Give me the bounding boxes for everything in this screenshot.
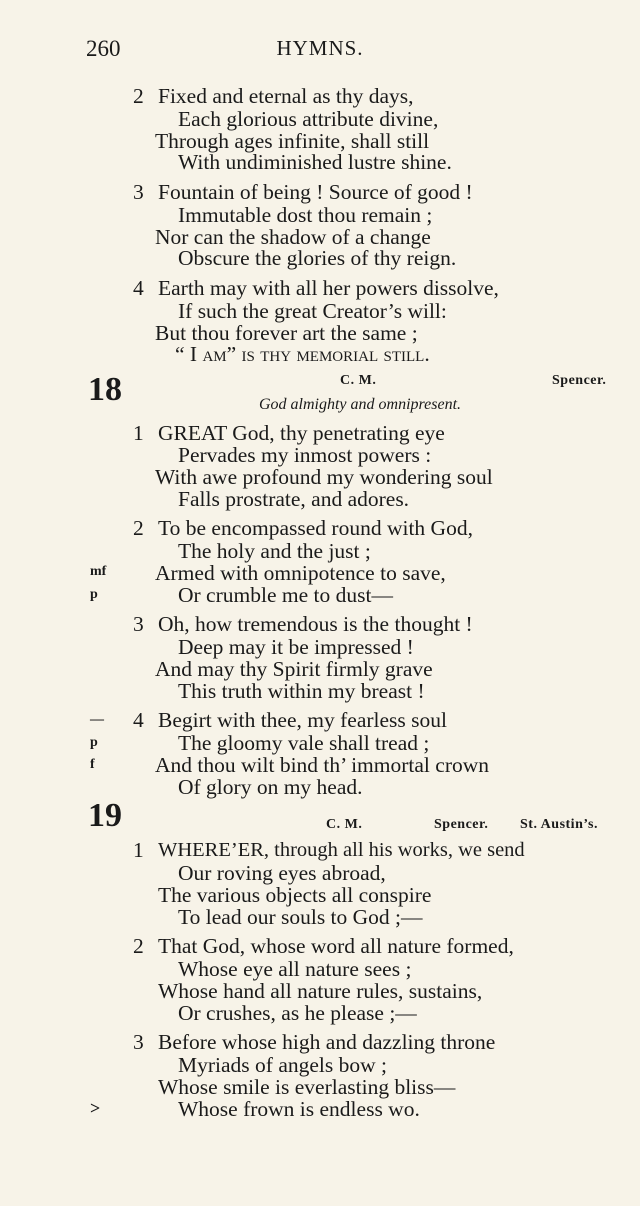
verse-line: The various objects all conspire (158, 883, 432, 907)
hymn-number: 18 (88, 371, 122, 408)
page-header (0, 36, 640, 66)
page-number: 260 (86, 36, 121, 61)
verse-line: With awe profound my wondering soul (155, 465, 493, 489)
verse-line: Falls prostrate, and adores. (178, 487, 410, 511)
verse-line: Or crumble me to dust— (178, 583, 393, 607)
verse-line: Whose eye all nature sees ; (178, 957, 412, 981)
dynamic-mark: p (90, 587, 98, 602)
verse-line: Deep may it be impressed ! (178, 635, 414, 659)
hymn-number: 19 (88, 797, 122, 834)
verse-line: Whose hand all nature rules, sustains, (158, 979, 483, 1003)
verse-line: And may thy Spirit firmly grave (155, 657, 433, 681)
verse-line: Pervades my inmost powers : (178, 443, 432, 467)
verse-line: With undiminished lustre shine. (178, 150, 452, 174)
stanza-number: 1 (133, 838, 144, 862)
verse-line: Oh, how tremendous is the thought ! (158, 612, 473, 636)
verse-line: Armed with omnipotence to save, (155, 561, 446, 585)
verse-line: Fountain of being ! Source of good ! (158, 180, 473, 204)
hymn-meter: C. M. (326, 817, 363, 832)
verse-line: Immutable dost thou remain ; (178, 203, 433, 227)
verse-line: Our roving eyes abroad, (178, 861, 386, 885)
verse-line: To lead our souls to God ;— (178, 905, 423, 929)
hymn-title: God almighty and omnipresent. (258, 396, 462, 413)
hymn-author: Spencer. (434, 817, 489, 832)
stanza-number: 4 (133, 708, 144, 732)
dynamic-mark: p (90, 735, 98, 750)
verse-line: Obscure the glories of thy reign. (178, 246, 457, 270)
verse-line: GREAT God, thy penetrating eye (158, 421, 445, 445)
verse-line: Before whose high and dazzling throne (158, 1030, 496, 1054)
verse-line: Of glory on my head. (178, 775, 363, 799)
stanza-number: 3 (133, 1030, 144, 1054)
verse-line: Begirt with thee, my fearless soul (158, 708, 447, 732)
dynamic-mark: — (90, 712, 104, 727)
verse-line: Myriads of angels bow ; (178, 1053, 387, 1077)
verse-line: The gloomy vale shall tread ; (178, 731, 430, 755)
verse-line: Fixed and eternal as thy days, (158, 84, 414, 108)
stanza-number: 3 (133, 180, 144, 204)
hymn-author: Spencer. (552, 373, 607, 388)
verse-line: WHERE’ER, through all his works, we send (158, 839, 525, 861)
running-head: HYMNS. (276, 36, 364, 60)
verse-line: But thou forever art the same ; (155, 321, 418, 345)
verse-line: Through ages infinite, shall still (155, 129, 430, 153)
dynamic-mark: f (90, 757, 95, 772)
stanza-number: 3 (133, 612, 144, 636)
hymn-meter: C. M. (340, 373, 377, 388)
verse-line: Earth may with all her powers dissolve, (158, 276, 499, 300)
verse-line: Nor can the shadow of a change (155, 225, 431, 249)
verse-line: “ I am” is thy memorial still. (175, 342, 430, 366)
verse-line: Whose smile is everlasting bliss— (158, 1075, 456, 1099)
verse-line: Or crushes, as he please ;— (178, 1001, 417, 1025)
verse-line: And thou wilt bind th’ immortal crown (155, 753, 490, 777)
verse-line: The holy and the just ; (178, 539, 371, 563)
stanza-number: 2 (133, 934, 144, 958)
stanza-number: 1 (133, 421, 144, 445)
dynamic-mark: mf (90, 564, 107, 579)
verse-line: Each glorious attribute divine, (178, 107, 439, 131)
hymn-tune: St. Austin’s. (520, 817, 598, 832)
verse-line: Whose frown is endless wo. (178, 1097, 420, 1121)
verse-line: If such the great Creator’s will: (178, 299, 447, 323)
verse-line: To be encompassed round with God, (158, 516, 473, 540)
stanza-number: 2 (133, 84, 144, 108)
verse-line: That God, whose word all nature formed, (158, 934, 514, 958)
stanza-number: 2 (133, 516, 144, 540)
dynamic-mark: > (90, 1098, 101, 1118)
verse-line: This truth within my breast ! (178, 679, 425, 703)
stanza-number: 4 (133, 276, 144, 300)
